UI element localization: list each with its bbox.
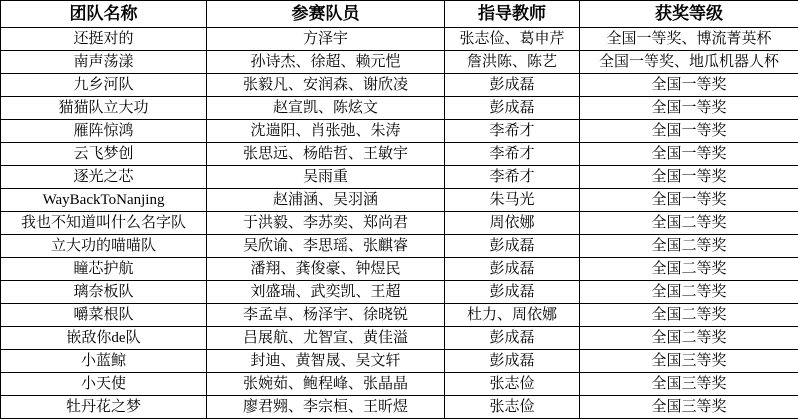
- cell-teacher: 彭成磊: [445, 97, 580, 120]
- cell-members: 张毅凡、安润森、谢欣凌: [207, 74, 445, 97]
- cell-team-name: 牡丹花之梦: [1, 396, 207, 419]
- cell-team-name: 璃奈板队: [1, 281, 207, 304]
- cell-team-name: WayBackToNanjing: [1, 189, 207, 212]
- cell-team-name: 九乡河队: [1, 74, 207, 97]
- cell-members: 孙诗杰、徐超、赖元恺: [207, 51, 445, 74]
- cell-teacher: 张志俭: [445, 396, 580, 419]
- cell-members: 沈遄阳、肖张弛、朱涛: [207, 120, 445, 143]
- cell-award: 全国二等奖: [580, 327, 798, 350]
- cell-teacher: 彭成磊: [445, 350, 580, 373]
- table-row: [1, 74, 798, 97]
- table-body: [1, 28, 798, 419]
- column-header-members: 参赛队员: [207, 1, 445, 28]
- cell-members: 方泽宇: [207, 28, 445, 51]
- cell-award: 全国二等奖: [580, 304, 798, 327]
- cell-teacher: 彭成磊: [445, 327, 580, 350]
- cell-teacher: 张志俭、葛申芹: [445, 28, 580, 51]
- cell-members: 于洪毅、李苏奕、郑尚君: [207, 212, 445, 235]
- cell-teacher: 彭成磊: [445, 258, 580, 281]
- cell-award: 全国三等奖: [580, 396, 798, 419]
- cell-team-name: 还挺对的: [1, 28, 207, 51]
- cell-team-name: 猫猫队立大功: [1, 97, 207, 120]
- cell-teacher: 彭成磊: [445, 74, 580, 97]
- cell-award: 全国三等奖: [580, 350, 798, 373]
- cell-award: 全国一等奖: [580, 74, 798, 97]
- table-row: [1, 166, 798, 189]
- column-header-teacher: 指导教师: [445, 1, 580, 28]
- cell-teacher: 李希才: [445, 143, 580, 166]
- table-row: [1, 258, 798, 281]
- cell-teacher: 詹洪陈、陈艺: [445, 51, 580, 74]
- cell-award: 全国三等奖: [580, 373, 798, 396]
- cell-members: 潘翔、龚俊豪、钟煜民: [207, 258, 445, 281]
- cell-teacher: 朱马光: [445, 189, 580, 212]
- cell-team-name: 逐光之芯: [1, 166, 207, 189]
- cell-members: 张婉茹、鲍程峰、张晶晶: [207, 373, 445, 396]
- table-row: [1, 51, 798, 74]
- cell-award: 全国一等奖: [580, 143, 798, 166]
- cell-members: 张思远、杨皓哲、王敏宇: [207, 143, 445, 166]
- table-row: [1, 120, 798, 143]
- cell-award: 全国二等奖: [580, 281, 798, 304]
- table-row: [1, 189, 798, 212]
- table-row: [1, 97, 798, 120]
- table-row: [1, 281, 798, 304]
- cell-award: 全国一等奖、地瓜机器人杯: [580, 51, 798, 74]
- cell-teacher: 张志俭: [445, 373, 580, 396]
- cell-team-name: 嵌敌你de队: [1, 327, 207, 350]
- cell-team-name: 立大功的喵喵队: [1, 235, 207, 258]
- cell-award: 全国一等奖: [580, 97, 798, 120]
- table-row: [1, 350, 798, 373]
- cell-award: 全国二等奖: [580, 258, 798, 281]
- cell-team-name: 小天使: [1, 373, 207, 396]
- table-row: [1, 143, 798, 166]
- cell-members: 刘盛瑞、武奕凯、王超: [207, 281, 445, 304]
- table-row: [1, 28, 798, 51]
- cell-award: 全国一等奖: [580, 189, 798, 212]
- table-row: [1, 212, 798, 235]
- cell-teacher: 彭成磊: [445, 235, 580, 258]
- column-header-team-name: 团队名称: [1, 1, 207, 28]
- cell-members: 李孟卓、杨泽宇、徐晓锐: [207, 304, 445, 327]
- cell-teacher: 彭成磊: [445, 281, 580, 304]
- table-row: [1, 373, 798, 396]
- cell-award: 全国一等奖: [580, 166, 798, 189]
- cell-members: 赵宣凯、陈炫文: [207, 97, 445, 120]
- cell-members: 吕展航、尤智宣、黄佳溢: [207, 327, 445, 350]
- table-row: [1, 235, 798, 258]
- cell-team-name: 瞳芯护航: [1, 258, 207, 281]
- cell-team-name: 云飞梦创: [1, 143, 207, 166]
- cell-award: 全国一等奖: [580, 120, 798, 143]
- cell-award: 全国二等奖: [580, 235, 798, 258]
- cell-team-name: 南声荡漾: [1, 51, 207, 74]
- cell-members: 吴欣谕、李思瑶、张麒睿: [207, 235, 445, 258]
- cell-teacher: 李希才: [445, 120, 580, 143]
- cell-team-name: 小蓝鲸: [1, 350, 207, 373]
- cell-members: 封迪、黄智晟、吴文轩: [207, 350, 445, 373]
- table-row: [1, 304, 798, 327]
- cell-members: 廖君翙、李宗桓、王昕煜: [207, 396, 445, 419]
- cell-team-name: 雁阵惊鸿: [1, 120, 207, 143]
- cell-award: 全国一等奖、博流菁英杯: [580, 28, 798, 51]
- cell-teacher: 周依娜: [445, 212, 580, 235]
- cell-teacher: 杜力、周依娜: [445, 304, 580, 327]
- table-header-row: [1, 1, 798, 28]
- cell-teacher: 李希才: [445, 166, 580, 189]
- cell-members: 赵浦涵、吴羽涵: [207, 189, 445, 212]
- cell-team-name: 嚼菜根队: [1, 304, 207, 327]
- cell-members: 吴雨重: [207, 166, 445, 189]
- table-header: [1, 1, 798, 28]
- table-row: [1, 327, 798, 350]
- cell-award: 全国二等奖: [580, 212, 798, 235]
- cell-team-name: 我也不知道叫什么名字队: [1, 212, 207, 235]
- table-row: [1, 396, 798, 419]
- column-header-award: 获奖等级: [580, 1, 798, 28]
